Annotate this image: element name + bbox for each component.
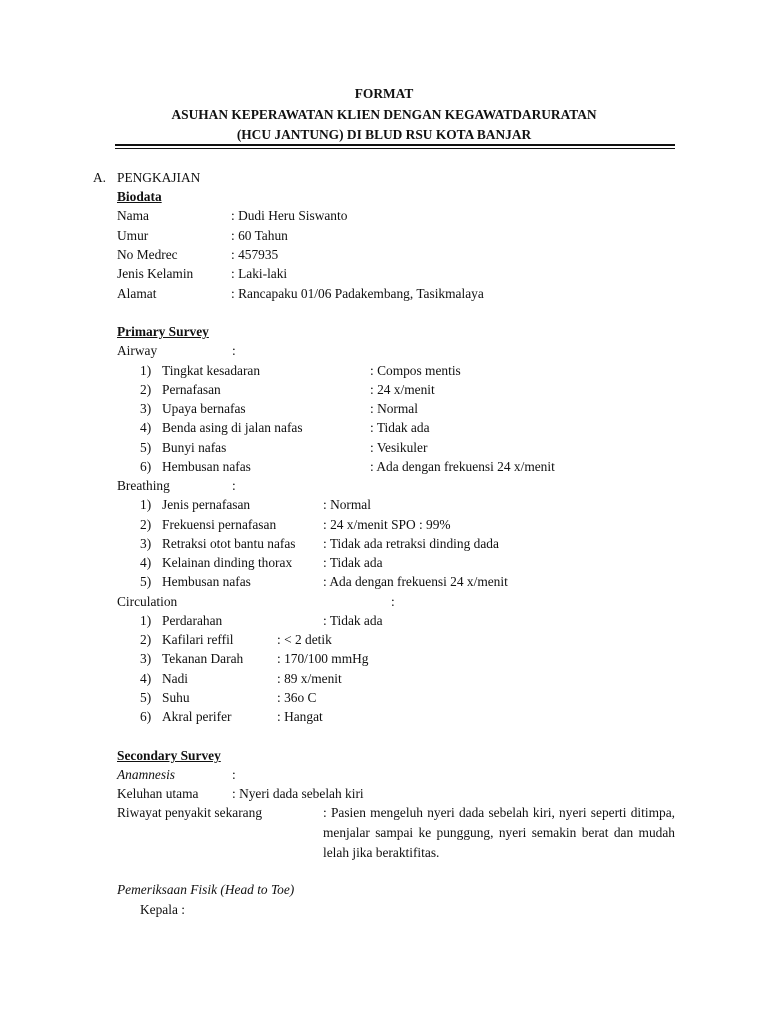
circulation-item-label: Perdarahan (162, 613, 223, 628)
airway-item-label: Benda asing di jalan nafas (162, 420, 303, 435)
airway-item-value: : Tidak ada (370, 420, 430, 435)
airway-item-label: Pernafasan (162, 382, 221, 397)
circulation-item-label: Akral perifer (162, 709, 232, 724)
biodata-label-medrec: No Medrec (117, 247, 178, 262)
breathing-colon: : (232, 478, 236, 493)
airway-item-value: : Compos mentis (370, 363, 461, 378)
breathing-item-value: : Ada dengan frekuensi 24 x/menit (323, 574, 508, 589)
circulation-item-label: Nadi (162, 671, 189, 686)
doc-title-sub: (HCU JANTUNG) DI BLUD RSU KOTA BANJAR (236, 127, 532, 142)
primary-survey-heading: Primary Survey (117, 324, 209, 339)
breathing-item-value: : Tidak ada (323, 555, 383, 570)
secondary-survey-heading: Secondary Survey (117, 748, 221, 763)
circulation-label: Circulation (117, 594, 178, 609)
breathing-item-value: : 24 x/menit SPO : 99% (323, 517, 451, 532)
header-rule-thin (115, 148, 675, 149)
anamnesis-colon: : (232, 767, 236, 782)
section-title: PENGKAJIAN (117, 170, 201, 185)
breathing-item-label: Frekuensi pernafasan (162, 517, 277, 532)
breathing-item-label: Retraksi otot bantu nafas (162, 536, 296, 551)
biodata-label-umur: Umur (117, 228, 149, 243)
breathing-item-num: 5) (140, 574, 152, 589)
circulation-item-value: : < 2 detik (277, 632, 332, 647)
doc-title-format: FORMAT (354, 86, 414, 101)
breathing-item-label: Hembusan nafas (162, 574, 251, 589)
biodata-value-gender: : Laki-laki (231, 266, 288, 281)
circulation-item-label: Kafilari reffil (162, 632, 234, 647)
biodata-label-gender: Jenis Kelamin (117, 266, 194, 281)
biodata-value-alamat: : Rancapaku 01/06 Padakembang, Tasikmalaya (231, 286, 484, 301)
airway-item-label: Hembusan nafas (162, 459, 251, 474)
biodata-value-umur: : 60 Tahun (231, 228, 288, 243)
circulation-item-num: 3) (140, 651, 152, 666)
biodata-value-medrec: : 457935 (231, 247, 279, 262)
header-rule-thick (115, 144, 675, 146)
circulation-item-value: : 36o C (277, 690, 317, 705)
airway-item-num: 1) (140, 363, 152, 378)
biodata-value-nama: : Dudi Heru Siswanto (231, 208, 348, 223)
doc-title-main: ASUHAN KEPERAWATAN KLIEN DENGAN KEGAWATDARURATAN (171, 107, 597, 122)
keluhan-value: : Nyeri dada sebelah kiri (232, 786, 364, 801)
circulation-item-num: 1) (140, 613, 152, 628)
airway-item-label: Upaya bernafas (162, 401, 246, 416)
pemeriksaan-fisik-label: Pemeriksaan Fisik (Head to Toe) (117, 882, 295, 897)
anamnesis-label: Anamnesis (117, 767, 176, 782)
riwayat-label: Riwayat penyakit sekarang (117, 805, 263, 820)
kepala-label: Kepala : (140, 902, 185, 917)
airway-item-label: Bunyi nafas (162, 440, 227, 455)
circulation-item-value: : 89 x/menit (277, 671, 342, 686)
breathing-item-value: : Tidak ada retraksi dinding dada (323, 536, 499, 551)
breathing-item-label: Kelainan dinding thorax (162, 555, 293, 570)
circulation-item-value: : 170/100 mmHg (277, 651, 369, 666)
circulation-item-label: Suhu (162, 690, 190, 705)
airway-colon: : (232, 343, 236, 358)
circulation-item-num: 6) (140, 709, 152, 724)
riwayat-value: : Pasien mengeluh nyeri dada sebelah kiri, nyeri seperti ditimpa, menjalar sampai ke punggung, nyeri semakin berat dan mudah lelah jika beraktifitas. (323, 805, 675, 860)
biodata-label-nama: Nama (117, 208, 149, 223)
breathing-item-label: Jenis pernafasan (162, 497, 251, 512)
circulation-item-num: 2) (140, 632, 152, 647)
breathing-item-num: 4) (140, 555, 152, 570)
airway-item-value: : Normal (370, 401, 418, 416)
airway-item-value: : Vesikuler (370, 440, 428, 455)
airway-item-num: 2) (140, 382, 152, 397)
airway-label: Airway (117, 343, 158, 358)
circulation-colon: : (391, 594, 395, 609)
circulation-item-value: : Tidak ada (323, 613, 383, 628)
airway-item-num: 6) (140, 459, 152, 474)
keluhan-label: Keluhan utama (117, 786, 199, 801)
breathing-item-num: 3) (140, 536, 152, 551)
breathing-label: Breathing (117, 478, 170, 493)
circulation-item-num: 4) (140, 671, 152, 686)
breathing-item-num: 2) (140, 517, 152, 532)
breathing-item-value: : Normal (323, 497, 371, 512)
airway-item-num: 5) (140, 440, 152, 455)
biodata-label-alamat: Alamat (117, 286, 157, 301)
circulation-item-value: : Hangat (277, 709, 323, 724)
airway-item-num: 4) (140, 420, 152, 435)
airway-item-num: 3) (140, 401, 152, 416)
biodata-heading: Biodata (117, 189, 162, 204)
airway-item-value: : Ada dengan frekuensi 24 x/menit (370, 459, 555, 474)
breathing-item-num: 1) (140, 497, 152, 512)
section-letter: A. (93, 170, 107, 185)
airway-item-value: : 24 x/menit (370, 382, 435, 397)
circulation-item-num: 5) (140, 690, 152, 705)
circulation-item-label: Tekanan Darah (162, 651, 244, 666)
airway-item-label: Tingkat kesadaran (162, 363, 261, 378)
